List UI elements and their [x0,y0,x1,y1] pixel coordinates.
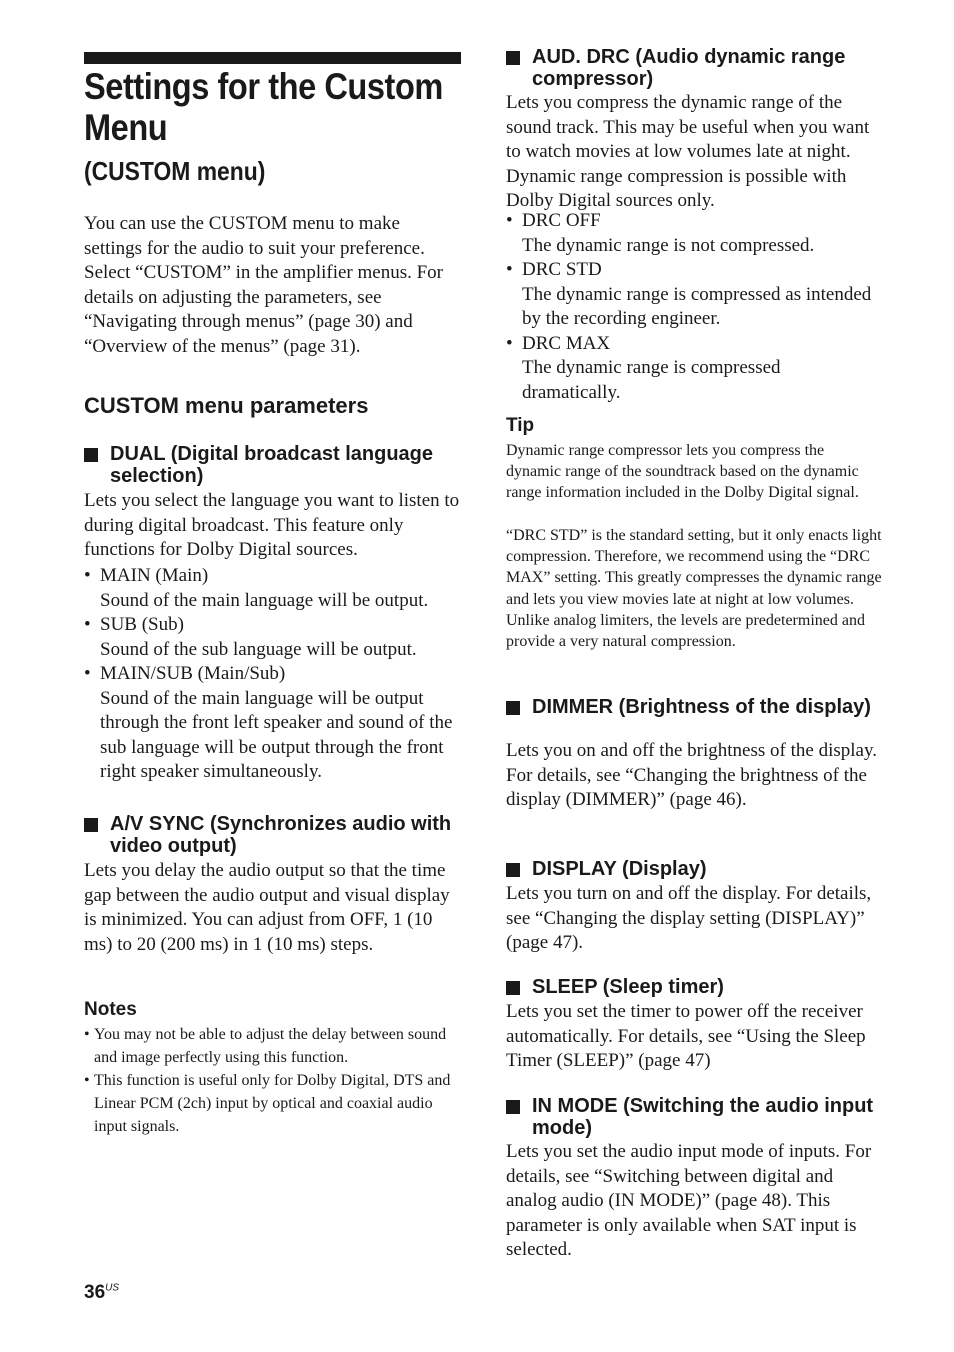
notes-heading: Notes [84,999,137,1020]
square-bullet-icon [506,701,520,715]
dual-heading [84,444,470,487]
avsync-heading-text: A/V SYNC (Synchronizes audio with video output) [110,813,452,857]
title-rule [84,52,461,64]
note-item: • This function is useful only for Dolby Digital, DTS and Linear PCM (2ch) input by optical and coaxial audio input signals. [84,1072,451,1135]
option-label: DRC OFF [522,210,601,231]
list-item: • MAIN (Main) Sound of the main language will be output. [84,564,462,613]
tip-paragraph-2: “DRC STD” is the standard setting, but it only enacts light compression. Therefore, we recommend using the “DRC MAX” setting. This greatly compresses the dynamic range and lets you view movies late at night at low volumes. Unlike analog limiters, the levels are predetermined and provide a very natural compression. [506,527,882,651]
sleep-body: Lets you set the timer to power off the receiver automatically. For details, see “Using the Sleep Timer (SLEEP)” (page 47) [506,1001,866,1071]
option-desc: The dynamic range is not compressed. [522,234,815,256]
option-desc: The dynamic range is compressed dramatically. [522,357,781,403]
option-label: SUB (Sub) [100,614,184,635]
list-item: • DRC MAX The dynamic range is compressed dramatically. [506,332,878,406]
dual-options [84,564,462,785]
tip-heading: Tip [506,415,535,436]
square-bullet-icon [506,1100,520,1114]
option-desc: Sound of the main language will be output. [100,589,429,611]
list-item: • SUB (Sub) Sound of the sub language will be output. [84,613,462,662]
list-item: • DRC OFF The dynamic range is not compressed. [506,209,878,258]
inmode-body: Lets you set the audio input mode of inputs. For details, see “Switching between digital and analog audio (IN MODE)” (page 48). This parameter is only available when SAT input is selected. [506,1141,872,1260]
display-heading-text: DISPLAY (Display) [532,858,707,880]
option-label: DRC STD [522,259,602,280]
square-bullet-icon [506,863,520,877]
dual-body: Lets you select the language you want to listen to during digital broadcast. This feature only functions for Dolby Digital sources. [84,490,460,560]
display-body: Lets you turn on and off the display. For details, see “Changing the display setting (DISPLAY)” (page 47). [506,883,872,953]
list-item: • MAIN/SUB (Main/Sub) Sound of the main language will be output through the front left speaker and sound of the sub language will be output through the front right speaker simultaneously. [84,662,462,785]
square-bullet-icon [84,448,98,462]
dual-heading-text: DUAL (Digital broadcast language selection) [110,443,434,487]
inmode-heading-text: IN MODE (Switching the audio input mode) [532,1095,874,1139]
avsync-heading [84,814,480,857]
intro-paragraph: You can use the CUSTOM menu to make settings for the audio to suit your preference. Select “CUSTOM” in the amplifier menus. For details on adjusting the parameters, see “Navigating through menus” (page 30) and “Overview of the menus” (page 31). [84,213,444,357]
notes-list [84,1023,460,1138]
display-heading [506,859,892,881]
note-item: • You may not be able to adjust the delay between sound and image perfectly using this function. [84,1026,447,1066]
drc-heading-text: AUD. DRC (Audio dynamic range compressor) [532,46,846,90]
dimmer-heading [506,697,892,719]
option-label: MAIN (Main) [100,565,209,586]
option-label: MAIN/SUB (Main/Sub) [100,663,286,684]
drc-body: Lets you compress the dynamic range of the sound track. This may be useful when you want to watch movies at low volumes late at night. Dynamic range compression is possible with Dolby Digital sources only. [506,92,870,211]
drc-options [506,209,878,405]
section-heading: CUSTOM menu parameters [84,393,369,418]
page-subtitle: (CUSTOM menu) [84,156,266,186]
page-number: $36^{US}$ [84,1282,120,1303]
option-desc: Sound of the sub language will be output. [100,638,417,660]
square-bullet-icon [506,981,520,995]
page-title: Settings for the Custom Menu [84,66,443,148]
dimmer-body: Lets you on and off the brightness of the display. For details, see “Changing the brightness of the display (DIMMER)” (page 46). [506,740,877,810]
option-desc: Sound of the main language will be output through the front left speaker and sound of the sub language will be output through the front right speaker simultaneously. [100,687,453,782]
square-bullet-icon [84,818,98,832]
avsync-body: Lets you delay the audio output so that the time gap between the audio output and visual display is minimized. You can adjust from OFF, 1 (10 ms) to 20 (200 ms) in 1 (10 ms) steps. [84,860,450,955]
option-label: DRC MAX [522,332,611,354]
square-bullet-icon [506,51,520,65]
option-desc: The dynamic range is compressed as intended by the recording engineer. [522,283,872,329]
dimmer-heading-text: DIMMER (Brightness of the display) [532,696,871,718]
page-region-suffix: US [105,1282,120,1294]
tip-paragraph-1: Dynamic range compressor lets you compress the dynamic range of the soundtrack based on the dynamic range information included in the Dolby Digital signal. [506,442,859,502]
list-item: • DRC STD The dynamic range is compressed as intended by the recording engineer. [506,258,878,332]
sleep-heading [506,977,892,999]
drc-heading [506,47,892,90]
inmode-heading [506,1096,892,1139]
sleep-heading-text: SLEEP (Sleep timer) [532,976,724,998]
